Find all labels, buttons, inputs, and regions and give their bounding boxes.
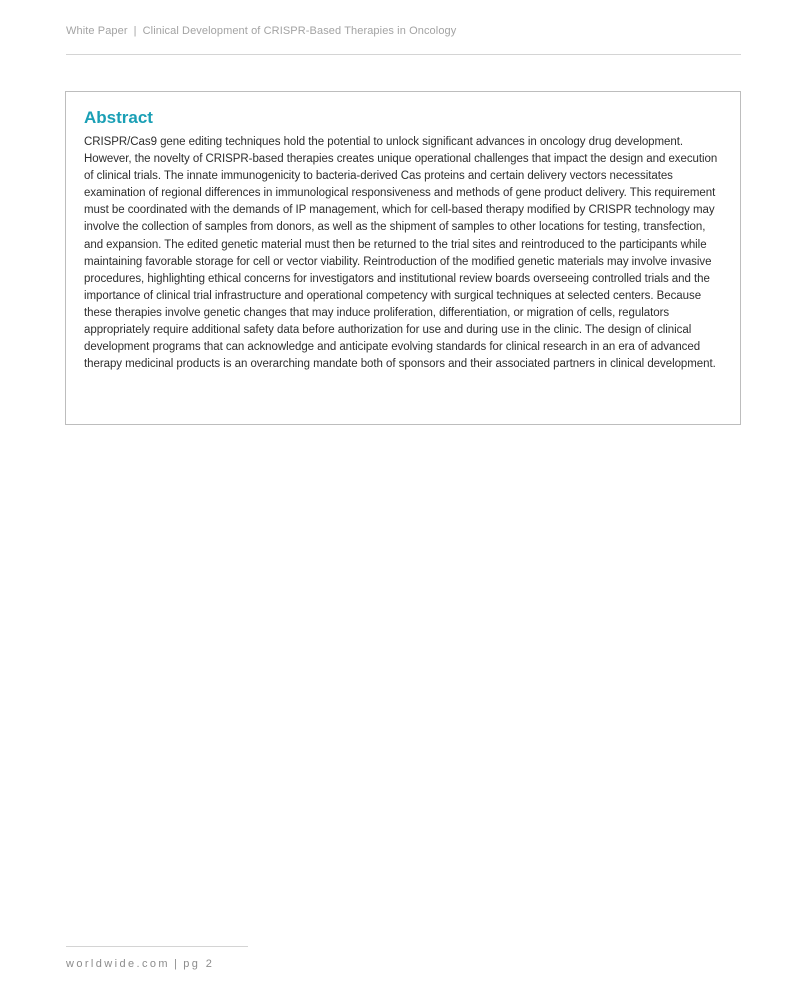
header-document-title: Clinical Development of CRISPR-Based Therapies in Oncology <box>142 25 457 37</box>
header-doc-type: White Paper <box>66 25 128 37</box>
header-divider <box>66 54 741 55</box>
header-separator: | <box>133 25 137 37</box>
page-footer <box>66 958 214 970</box>
footer-website: worldwide.com <box>66 958 170 970</box>
abstract-heading: Abstract <box>84 108 153 127</box>
footer-page-number: pg 2 <box>183 958 215 970</box>
footer-divider <box>66 946 248 947</box>
footer-separator: | <box>173 958 180 970</box>
abstract-box <box>65 91 741 425</box>
page-header <box>66 25 741 37</box>
abstract-body-text: CRISPR/Cas9 gene editing techniques hold the potential to unlock significant advances in oncology drug development. However, the novelty of CRISPR-based therapies creates unique operational challenges that impact the design and execution of clinical trials. The innate immunogenicity to bacteria-derived Cas proteins and certain delivery vectors necessitates examination of regional differences in immunological responsiveness and methods of gene product delivery. This requirement must be coordinated with the demands of IP management, which for cell-based therapy modified by CRISPR technology may involve the collection of samples from donors, as well as the shipment of samples to other locations for testing, transfection, and expansion. The edited genetic material must then be returned to the trial sites and reintroduced to the participants while maintaining favorable storage for cell or vector viability. Reintroduction of the modified genetic materials may involve invasive procedures, highlighting ethical concerns for investigators and institutional review boards overseeing controlled trials and the importance of clinical trial infrastructure and operational competency with surgical techniques at selected centers. Because these therapies involve genetic changes that may induce proliferation, differentiation, or migration of cells, regulators appropriately require additional safety data before authorization for use and during use in the clinic. The design of clinical development programs that can acknowledge and anticipate evolving standards for clinical research in an era of advanced therapy medicinal products is an overarching mandate both of sponsors and their associated partners in clinical development. <box>84 136 718 371</box>
